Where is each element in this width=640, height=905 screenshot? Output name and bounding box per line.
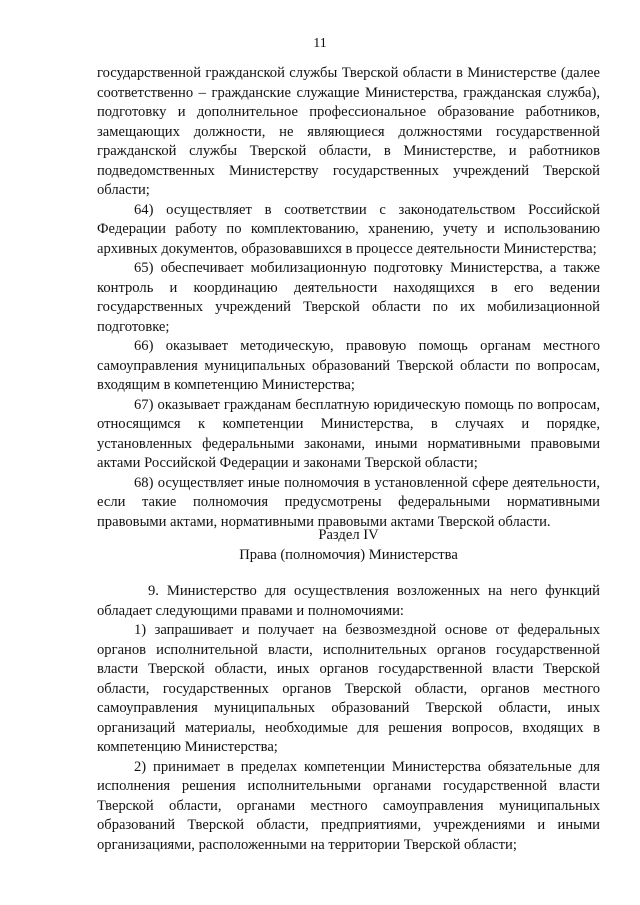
section-label: Раздел IV	[318, 527, 379, 543]
text-block-top	[97, 64, 600, 532]
paragraph-item-65: 65) обеспечивает мобилизационную подготовку Министерства, а также контроль и координацию деятельности находящихся в его ведении государственных учреждений Тверской области по их мобилизационной подготовке;	[97, 260, 600, 335]
paragraph-item-2: 2) принимает в пределах компетенции Министерства обязательные для исполнения решения исполнительными органами государственной власти Тверской области, органами местного самоуправления муниципальных образований Тверской области, предприятиями, учреждениями и иными организациями, расположенными на территории Тверской области;	[97, 758, 600, 853]
paragraph-item-68: 68) осуществляет иные полномочия в установленной сфере деятельности, если такие полномочия предусмотрены федеральными нормативными правовыми актами, нормативными правовыми актами Тверской области.	[97, 474, 600, 530]
paragraph-clause-9: 9. Министерство для осуществления возложенных на него функций обладает следующими правами и полномочиями:	[97, 583, 600, 619]
paragraph-item-67: 67) оказывает гражданам бесплатную юридическую помощь по вопросам, относящимся к компетенции Министерства, в случаях и порядке, установленных федеральными законами, иными нормативными правовыми актами Российской Федерации и законами Тверской области;	[97, 396, 600, 471]
paragraph-continuation: государственной гражданской службы Тверской области в Министерстве (далее соответственно – гражданские служащие Министерства, гражданская служба), подготовку и дополнительное профессиональное образование работников, замещающих должности, не являющиеся должностями государственной гражданской службы Тверской области, в Министерстве, и работников подведомственных Министерству государственных учреждений Тверской области;	[97, 65, 600, 198]
paragraph-item-64: 64) осуществляет в соответствии с законодательством Российской Федерации работу по комплектованию, хранению, учету и использованию архивных документов, образовавшихся в процессе деятельности Министерства;	[97, 201, 600, 257]
page-number: 11	[313, 36, 327, 51]
paragraph-item-1: 1) запрашивает и получает на безвозмездной основе от федеральных органов исполнительной власти, исполнительных органов государственной власти Тверской области, иных органов государственной власти Тверской области, государственных органов Тверской области, органов местного самоуправления муниципальных образований Тверской области, иных организаций материалы, необходимые для решения вопросов, входящих в компетенцию Министерства;	[97, 622, 600, 755]
section-heading	[97, 526, 600, 565]
section-title: Права (полномочия) Министерства	[239, 546, 458, 563]
text-block-bottom	[97, 582, 600, 855]
paragraph-item-66: 66) оказывает методическую, правовую помощь органам местного самоуправления муниципальных образований Тверской области по вопросам, входящим в компетенцию Министерства;	[97, 338, 600, 393]
